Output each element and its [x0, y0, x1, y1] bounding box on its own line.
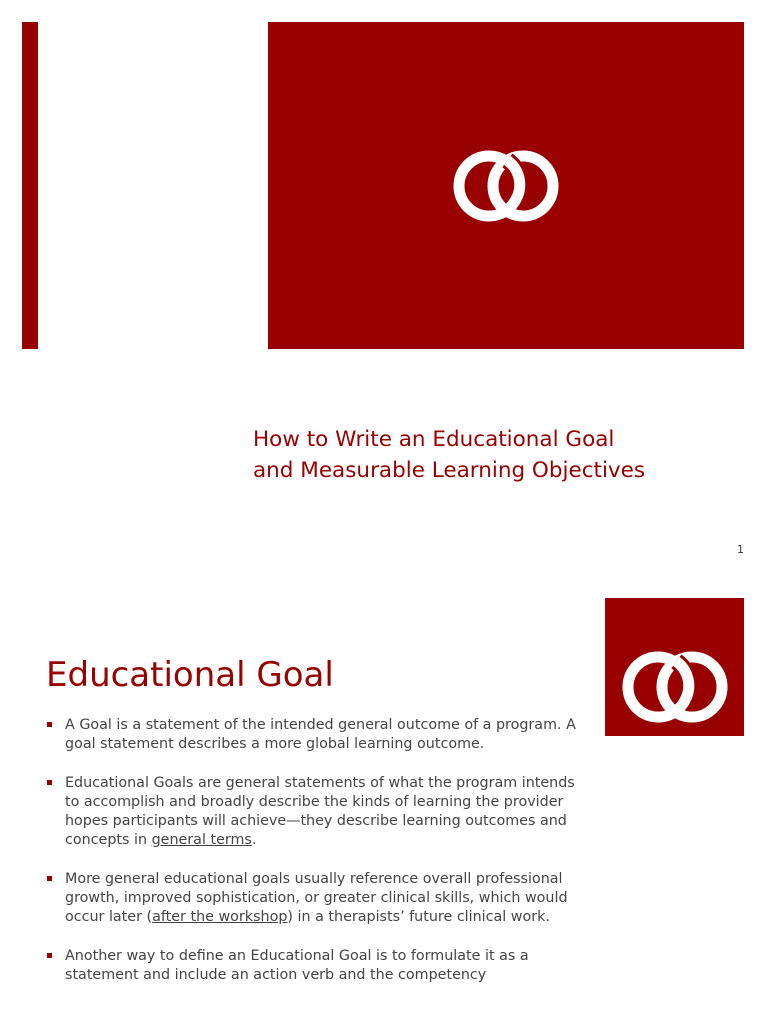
bullet-text: Another way to define an Educational Goal is to formulate it as a statement and include an action verb and the competency [65, 948, 529, 983]
interlocking-rings-logo-icon [452, 147, 560, 225]
bullet-text: More general educational goals usually reference overall professional growth, improved sophistication, or greater clinical skills, which would occur later ( [65, 871, 568, 925]
bullet-item [46, 870, 586, 927]
after-the-workshop-link[interactable]: after the workshop [152, 909, 288, 925]
title-line-1: How to Write an Educational Goal [253, 427, 615, 452]
bullet-marker-icon [47, 780, 52, 785]
bullet-text: Educational Goals are general statements of what the program intends to accomplish and broadly describe the kinds of learning the provider hopes participants will achieve—they describe learning outcomes and concepts in [65, 775, 575, 848]
bullet-list [46, 716, 586, 1005]
bullet-text: A Goal is a statement of the intended general outcome of a program. A goal statement describes a more global learning outcome. [65, 717, 576, 752]
general-terms-link[interactable]: general terms [151, 832, 252, 848]
accent-bar [22, 22, 38, 349]
bullet-marker-icon [47, 953, 52, 958]
bullet-item [46, 716, 586, 754]
bullet-item [46, 774, 586, 850]
bullet-item [46, 947, 586, 985]
title-line-2: and Measurable Learning Objectives [253, 458, 646, 483]
title-banner [268, 22, 744, 349]
page-number: 1 [737, 543, 744, 556]
bullet-text-end: ) in a therapists’ future clinical work. [287, 909, 550, 925]
logo-panel [605, 598, 744, 736]
slide-title [253, 424, 753, 486]
bullet-marker-icon [47, 722, 52, 727]
section-heading: Educational Goal [46, 655, 334, 695]
bullet-marker-icon [47, 876, 52, 881]
interlocking-rings-logo-icon [620, 646, 730, 728]
bullet-text-end: . [251, 832, 257, 848]
